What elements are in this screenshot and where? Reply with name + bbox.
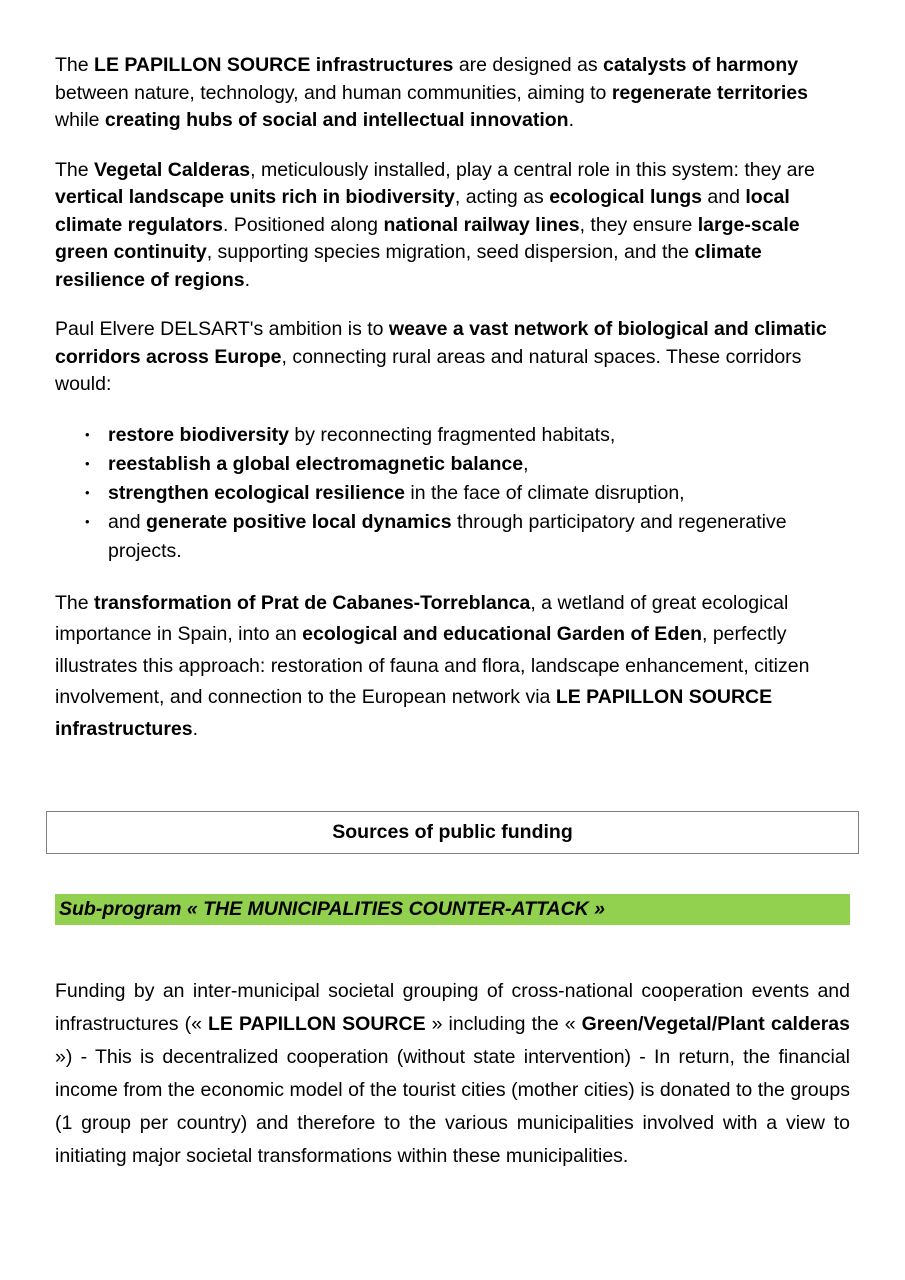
section-heading-box [46,811,859,854]
corridor-goals-list [55,421,850,566]
paragraph-intro: The LE PAPILLON SOURCE infrastructures are designed as catalysts of harmony between nature, technology, and human communities, aiming to regenerate territories while creating hubs of social and intellectual innovation. [55,54,808,131]
paragraph-delsart-ambition: Paul Elvere DELSART's ambition is to weave a vast network of biological and climatic corridors across Europe, connecting rural areas and natural spaces. These corridors would: [55,318,827,395]
section-heading-title: Sources of public funding [332,821,573,843]
paragraph-prat-de-cabanes: The transformation of Prat de Cabanes-Torreblanca, a wetland of great ecological importance in Spain, into an ecological and educational Garden of Eden, perfectly illustrates this approach: restoration of fauna and flora, landscape enhancement, citizen involvement, and connection to the European network via LE PAPILLON SOURCE infrastructures. [55,591,810,740]
document-body [55,52,850,1173]
subprogram-banner [55,894,850,925]
paragraph-vegetal-calderas: The Vegetal Calderas, meticulously installed, play a central role in this system: they are vertical landscape units rich in biodiversity, acting as ecological lungs and local climate regulators. Positioned along national railway lines, they ensure large-scale green continuity, supporting species migration, seed dispersion, and the climate resilience of regions. [55,158,815,291]
spacer [55,925,850,975]
list-item: • restore biodiversity by reconnecting fragmented habitats, [55,421,850,450]
list-item: • and generate positive local dynamics through participatory and regenerative projects. [55,508,850,566]
spacer [55,854,850,894]
subprogram-banner-title: Sub-program « THE MUNICIPALITIES COUNTER-ATTACK » [59,898,605,920]
spacer [55,769,850,811]
list-item: • strengthen ecological resilience in the face of climate disruption, [55,479,850,508]
paragraph-funding-description: Funding by an inter-municipal societal grouping of cross-national cooperation events and infrastructures (« LE PAPILLON SOURCE » including the « Green/Vegetal/Plant calderas ») - This is decentralized cooperation (without state intervention) - In return, the financial income from the economic model of the tourist cities (mother cities) is donated to the groups (1 group per country) and therefore to the various municipalities involved with a view to initiating major societal transformations within these municipalities. [55,980,850,1167]
list-item: • reestablish a global electromagnetic balance, [55,450,850,479]
